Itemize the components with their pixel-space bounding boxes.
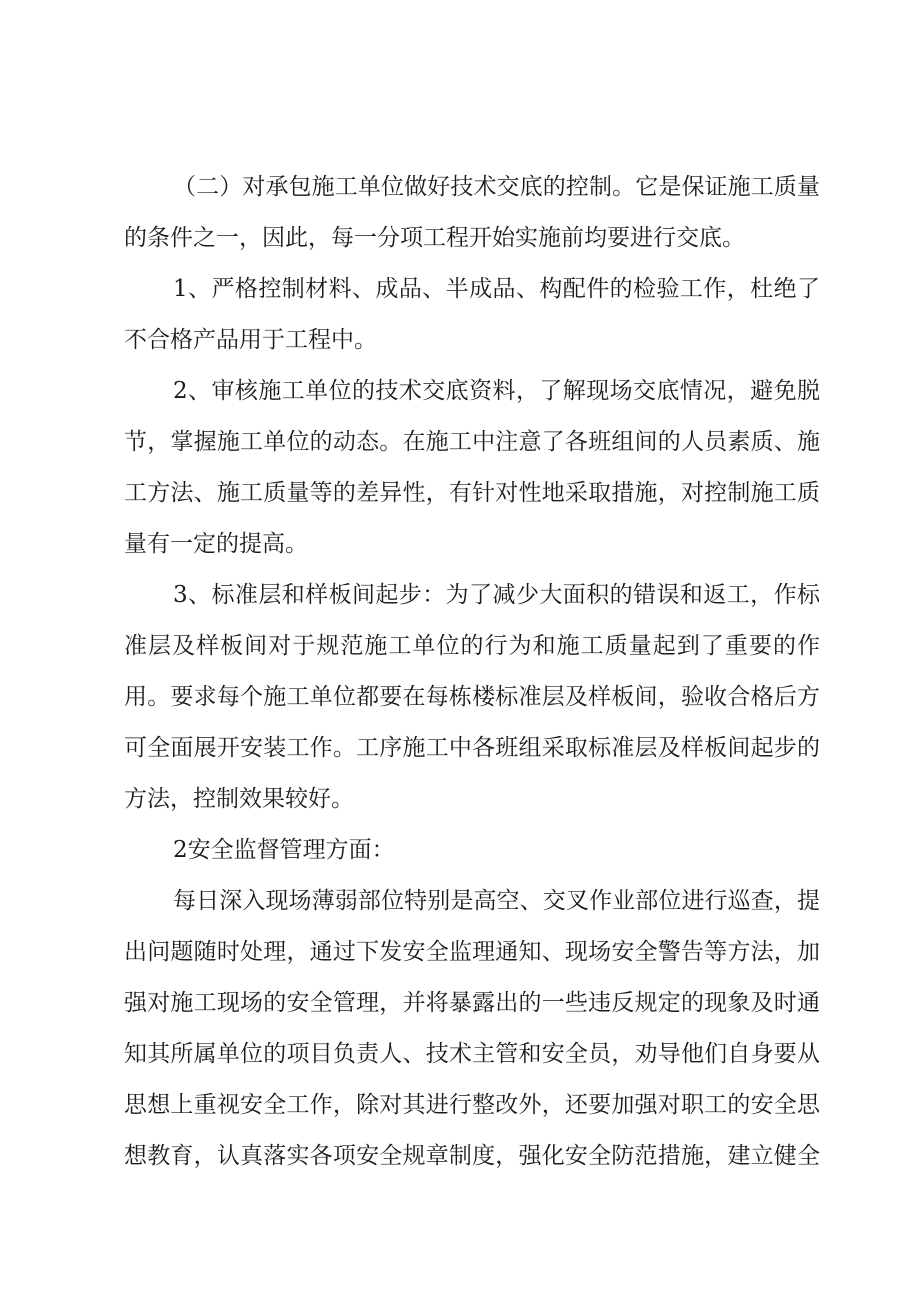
paragraph-line: 准层及样板间对于规范施工单位的行为和施工质量起到了重要的作 — [124, 633, 820, 659]
paragraph-line: 的条件之一，因此，每一分项工程开始实施前均要进行交底。 — [124, 225, 745, 251]
paragraph-line: 强对施工现场的安全管理，并将暴露出的一些违反规定的现象及时通 — [124, 990, 820, 1016]
paragraph-line: 节，掌握施工单位的动态。在施工中注意了各班组间的人员素质、施 — [124, 429, 820, 455]
paragraph-line: 方法，控制效果较好。 — [124, 786, 354, 812]
paragraph-line: 3、标准层和样板间起步：为了减少大面积的错误和返工，作标 — [173, 582, 820, 608]
paragraph-line: 思想上重视安全工作，除对其进行整改外，还要加强对职工的安全思 — [124, 1092, 820, 1118]
section-heading-safety — [124, 825, 820, 876]
paragraph-line: （二）对承包施工单位做好技术交底的控制。它是保证施工质量 — [173, 174, 820, 200]
paragraph-line: 量有一定的提高。 — [124, 531, 308, 557]
paragraph-line: 想教育，认真落实各项安全规章制度，强化安全防范措施，建立健全 — [124, 1143, 820, 1169]
paragraph-line: 可全面展开安装工作。工序施工中各班组采取标准层及样板间起步的 — [124, 735, 820, 761]
paragraph-line: 出问题随时处理，通过下发安全监理通知、现场安全警告等方法，加 — [124, 939, 820, 965]
section-heading: 2安全监督管理方面： — [173, 837, 395, 863]
paragraph-technical-disclosure — [124, 162, 820, 264]
paragraph-line: 1、严格控制材料、成品、半成品、构配件的检验工作，杜绝了 — [173, 276, 820, 302]
paragraph-line: 不合格产品用于工程中。 — [124, 327, 377, 353]
document-body — [124, 162, 820, 1182]
paragraph-safety-inspection — [124, 876, 820, 1182]
paragraph-item-2 — [124, 366, 820, 570]
paragraph-line: 用。要求每个施工单位都要在每栋楼标准层及样板间，验收合格后方 — [124, 684, 820, 710]
paragraph-line: 每日深入现场薄弱部位特别是高空、交叉作业部位进行巡查，提 — [173, 888, 820, 914]
paragraph-line: 知其所属单位的项目负责人、技术主管和安全员，劝导他们自身要从 — [124, 1041, 820, 1067]
paragraph-line: 2、审核施工单位的技术交底资料，了解现场交底情况，避免脱 — [173, 378, 820, 404]
paragraph-item-3 — [124, 570, 820, 825]
paragraph-line: 工方法、施工质量等的差异性，有针对性地采取措施，对控制施工质 — [124, 480, 820, 506]
paragraph-item-1 — [124, 264, 820, 366]
